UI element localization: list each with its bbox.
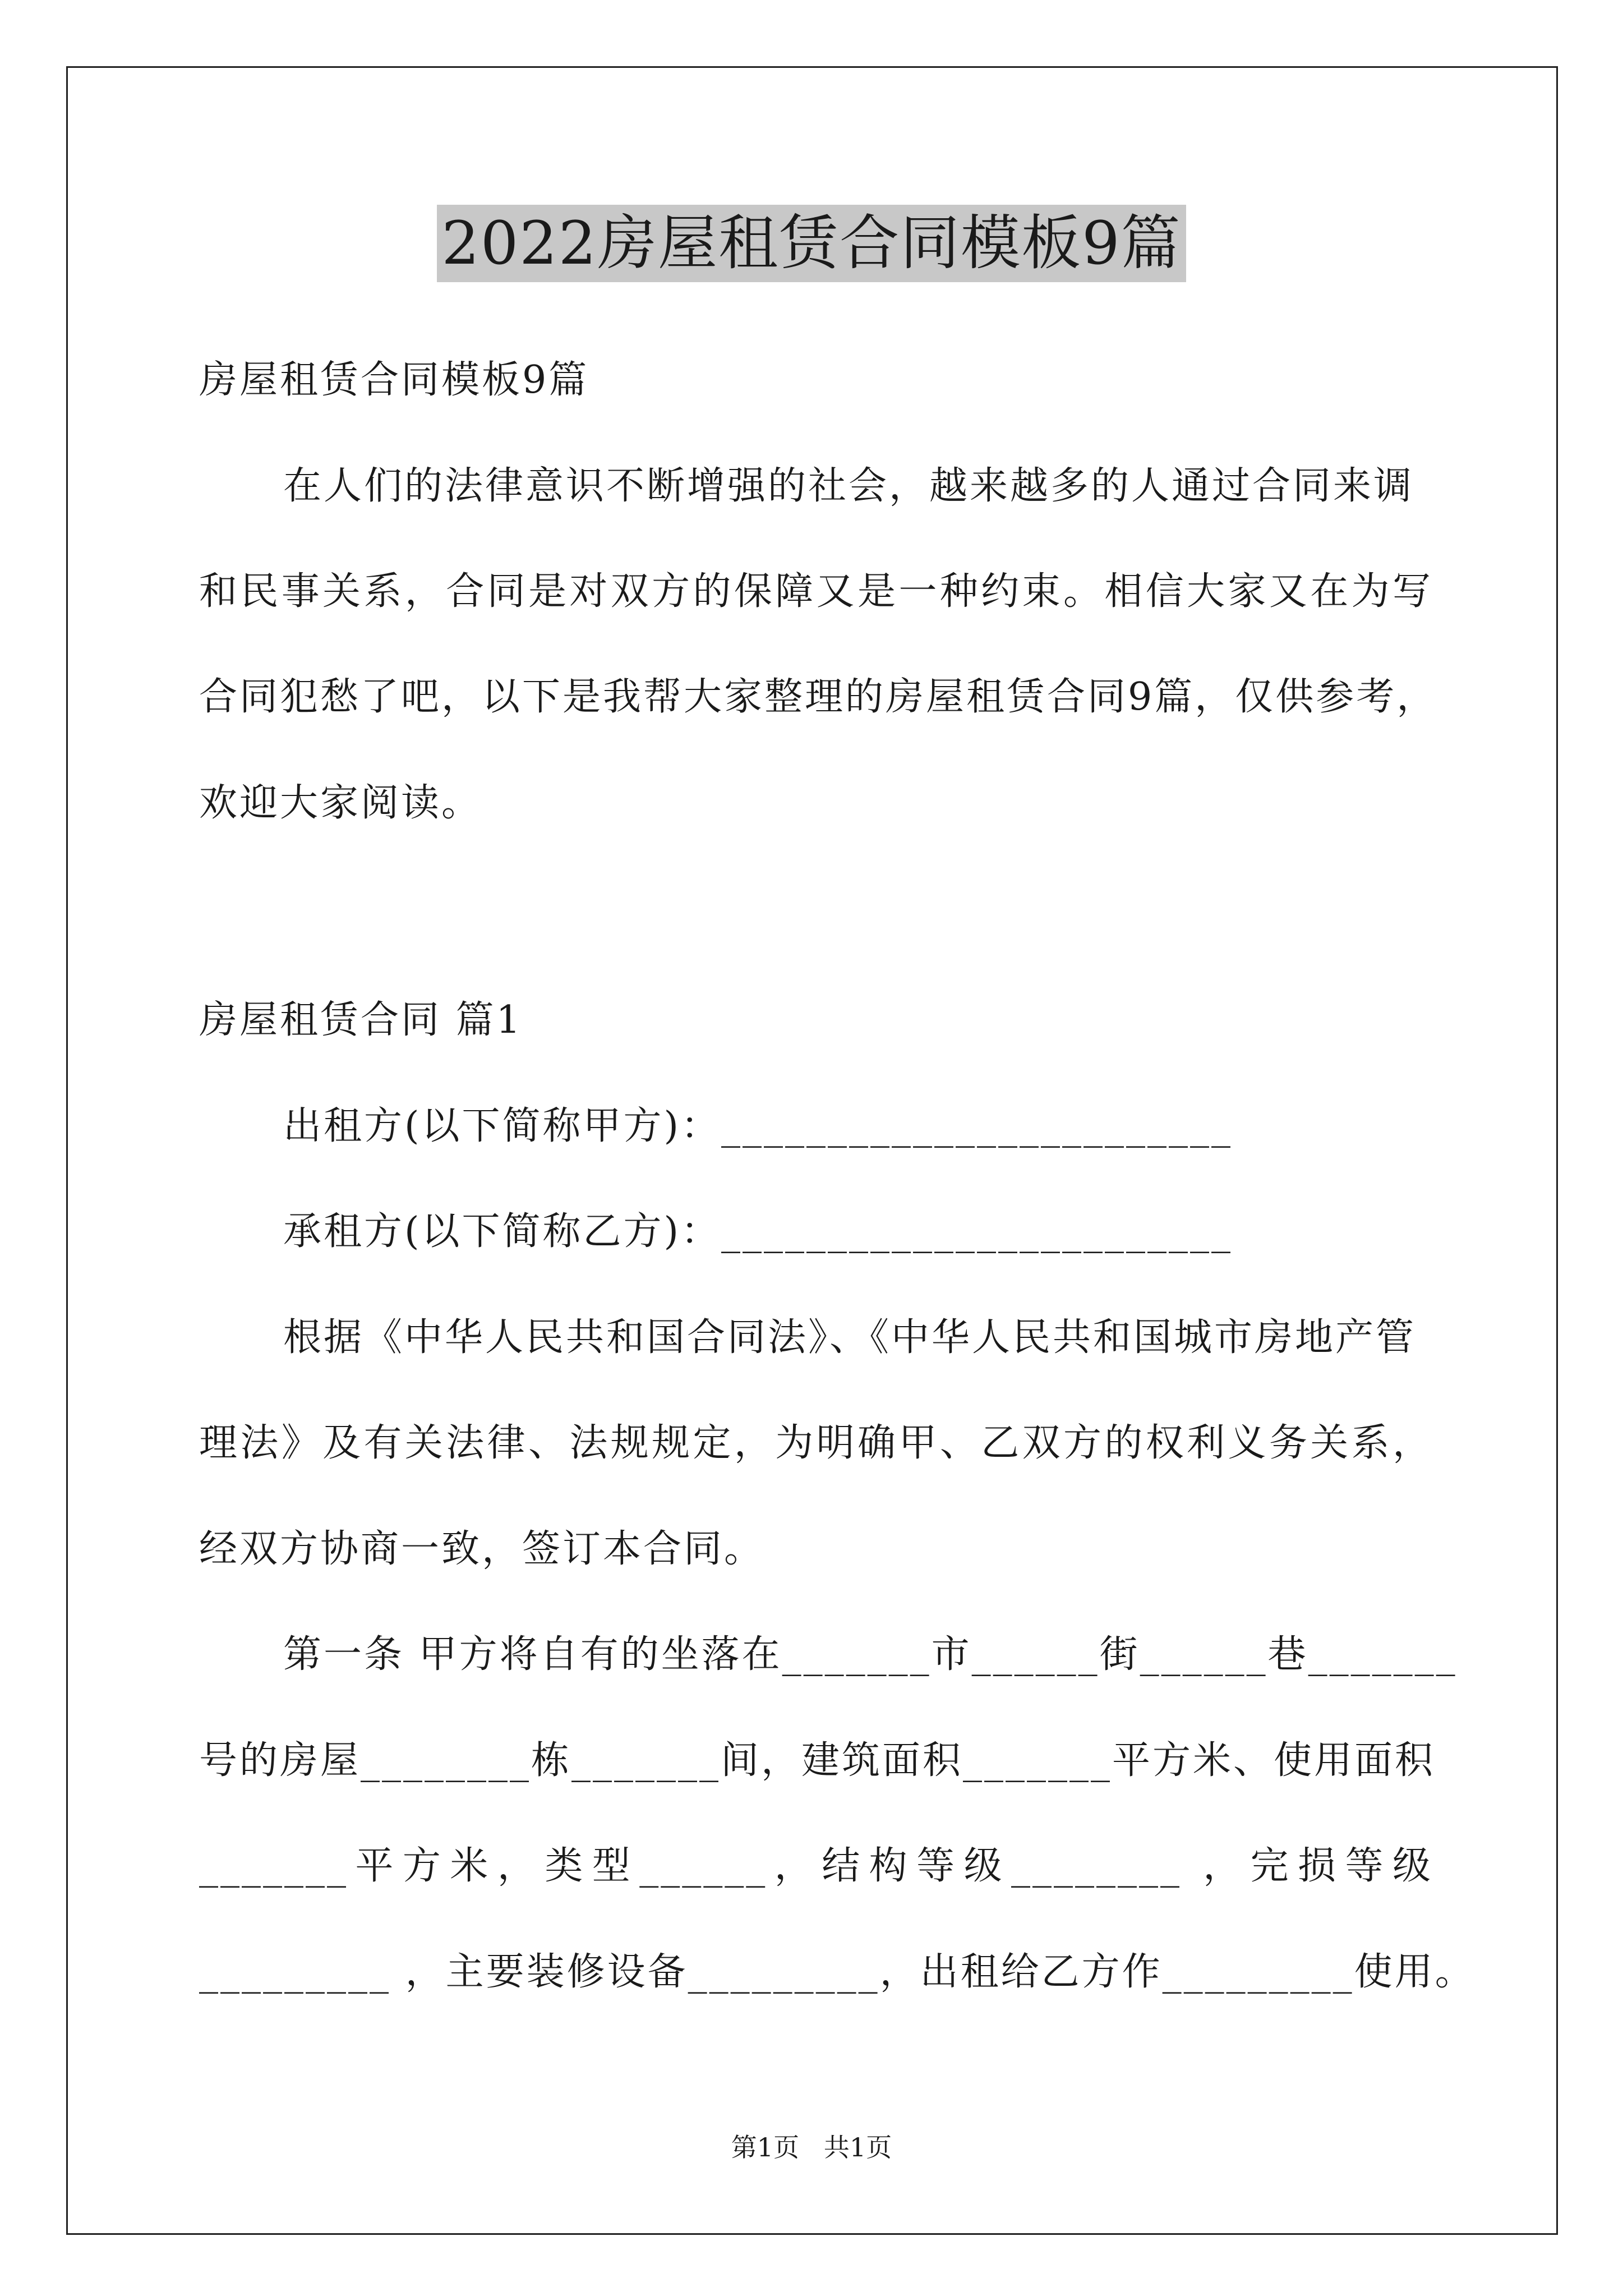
intro-line-3: 合同犯愁了吧，以下是我帮大家整理的房屋租赁合同9篇，仅供参考， [199,675,1437,719]
document-title-text: 2022房屋租赁合同模板9篇 [437,205,1186,282]
basis-line-1: 根据《中华人民共和国合同法》、《中华人民共和国城市房地产管 [283,1315,1417,1360]
document-title [0,205,1623,282]
basis-line-3: 经双方协商一致，签订本合同。 [199,1527,765,1571]
intro-line-4: 欢迎大家阅读。 [199,781,482,825]
intro-line-2: 和民事关系，合同是对双方的保障又是一种约束。相信大家又在为写 [199,569,1433,614]
lessor-line: 出租方(以下简称甲方)：________________________ [283,1104,1233,1148]
lessee-line: 承租方(以下简称乙方)：________________________ [283,1209,1233,1254]
article1-line-4: _________ ，主要装修设备_________，出租给乙方作_________使用。 [199,1950,1476,1994]
basis-line-2: 理法》及有关法律、法规规定，为明确甲、乙双方的权利义务关系， [199,1421,1433,1465]
section-heading: 房屋租赁合同 篇1 [199,998,523,1042]
page-footer: 第1页 共1页 [731,2132,892,2162]
article1-line-1: 第一条 甲方将自有的坐落在_______市______街______巷_______ [283,1632,1458,1677]
document-subtitle: 房屋租赁合同模板9篇 [199,358,589,402]
article1-line-3: _______平方米，类型______，结构等级________ ，完损等级 [199,1844,1433,1888]
intro-line-1: 在人们的法律意识不断增强的社会，越来越多的人通过合同来调 [283,464,1414,508]
article1-line-2: 号的房屋________栋_______间，建筑面积_______平方米、使用面积 [199,1738,1436,1783]
